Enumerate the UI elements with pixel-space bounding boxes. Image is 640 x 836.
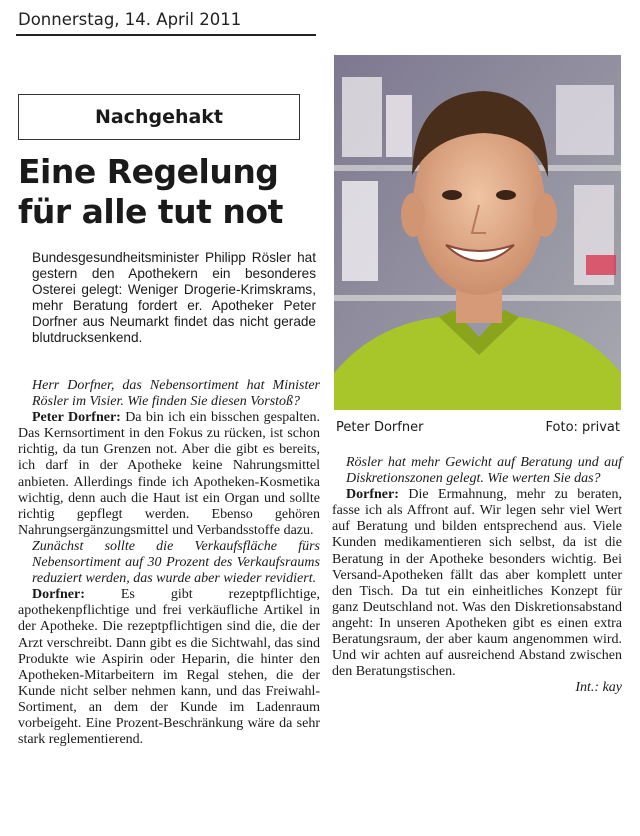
question-1: Herr Dorfner, das Nebensortiment hat Minister Rösler im Visier. Wie finden Sie diesen Vorstoß? [32,378,320,410]
box-1 [342,77,382,157]
answer-2 [18,587,320,748]
eye-right [496,190,516,200]
headline-line-1: Eine Regelung [18,152,279,191]
signature-prefix: Int.: [575,680,600,696]
date-rule [16,34,316,36]
question-2: Zunächst sollte die Verkaufsfläche fürs Nebensortiment auf 30 Prozent des Verkaufsraums reduziert werden, das wurde aber wieder revidiert. [32,538,320,587]
answer-2-speaker: Dorfner: [32,587,85,603]
eye-left [442,190,462,200]
answer-1-text: Da bin ich ein bisschen gespalten. Das Kernsortiment in den Fokus zu rücken, ist schon richtig, da tun Grenzen not. Aber die gibt es bereits, ich darf in der Apotheke keine Nahrungsmittel anbieten. Allerdings finde ich Apotheken-Kosmetika wichtig, denn auch die Haut ist ein Organ und sollte richtig gepflegt werden. Ebenso gehören Nahrungsergänzungsmittel und Verbandsstoffe dazu. [18,410,320,538]
ear-right [533,193,557,237]
signature-initials: kay [602,680,622,696]
box-3 [556,85,614,155]
box-2 [386,95,412,157]
box-4 [342,181,378,281]
article-column-right [332,455,622,696]
answer-3-speaker: Dorfner: [346,487,399,503]
article-column-left [18,378,320,748]
kicker-label: Nachgehakt [94,106,224,128]
portrait-illustration [334,55,621,410]
kicker-box [18,94,300,140]
caption-credit: Foto: privat [545,420,620,435]
box-6 [586,255,616,275]
publication-date: Donnerstag, 14. April 2011 [18,10,242,29]
headline [18,152,318,232]
answer-3-text: Die Ermahnung, mehr zu beraten, fasse ich als Affront auf. Wir legen sehr viel Wert auf Beratung und bilden entsprechend aus. Viele Kunden medikamentieren sich selbst, da ist die Beratung in der Apotheke besonders wichtig. Bei Versand-Apotheken fällt das aber komplett unter den Tisch. Da tut ein einheitliches Konzept für ganz Deutschland not. Was den Diskretionsabstand angeht: In unseren Apotheken gibt es einen extra Beratungsraum, der aber kaum angenommen wird. Und wir achten auf ausreichend Abstand zwischen den Beratungstischen. [332,487,622,680]
question-3: Rösler hat mehr Gewicht auf Beratung und auf Diskretionszonen gelegt. Wie werten Sie das? [346,455,622,487]
answer-1 [18,410,320,539]
headline-line-2: für alle tut not [18,192,283,231]
caption-name: Peter Dorfner [336,420,424,435]
answer-1-speaker: Peter Dorfner: [32,410,121,426]
portrait-photo [334,55,621,410]
answer-3 [332,487,622,680]
answer-2-text: Es gibt rezeptpflichtige, apothekenpflichtige und frei verkäufliche Artikel in der Apotheke. Die rezeptpflichtigen sind die, die der Arzt verschreibt. Dann gibt es die Sichtwahl, das sind Produkte wie Aspirin oder Heparin, die hinter den Apotheken-Mitarbeitern im Regal stehen, die der Kunde nicht selber nehmen kann, und das Freiwahl-Sortiment, an dem der Kunde im Ladenraum vorbeigeht. Eine Prozent-Beschränkung wäre da sehr stark reglementierend. [18,587,320,748]
intro-paragraph: Bundesgesundheitsminister Philipp Rösler hat gestern den Apothekern ein besonderes Osterei gelegt: Weniger Drogerie-Krimskrams, mehr Beratung fordert er. Apotheker Peter Dorfner aus Neumarkt findet das nicht gerade blutdrucksenkend. [32,250,316,345]
ear-left [401,193,425,237]
